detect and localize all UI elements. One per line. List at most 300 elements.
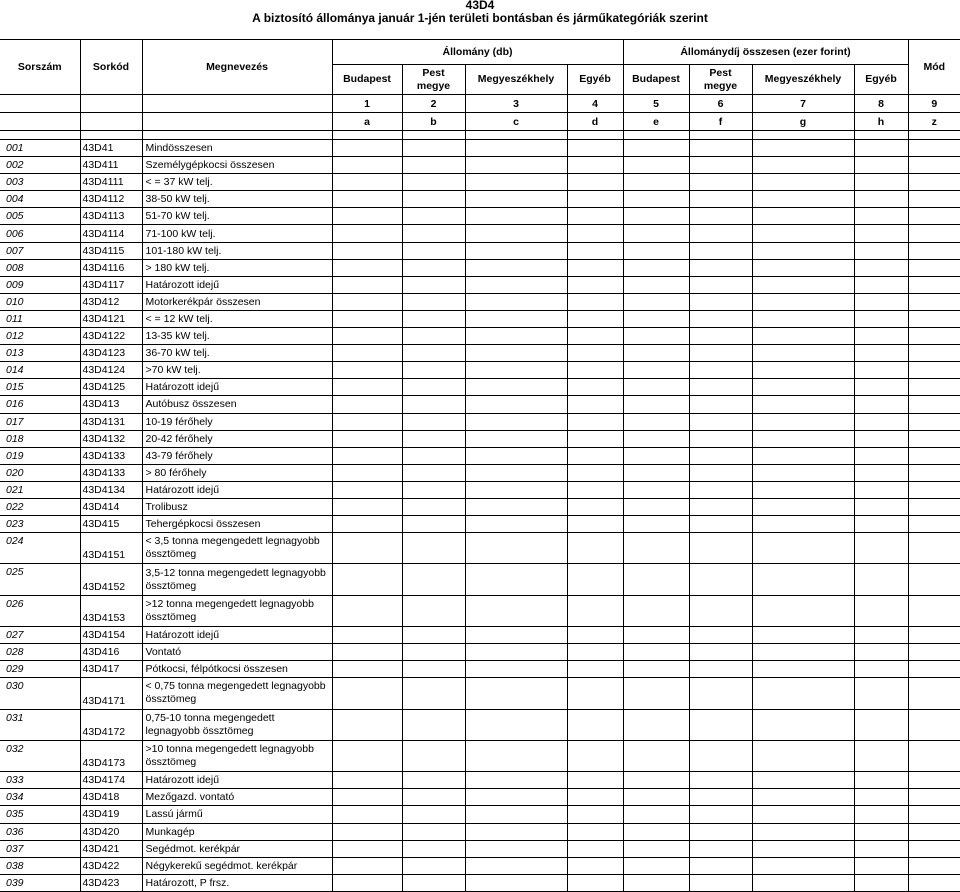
row-value-cell bbox=[854, 293, 908, 310]
row-value-cell bbox=[689, 789, 752, 806]
row-value-cell bbox=[908, 310, 960, 327]
row-value-cell bbox=[402, 481, 465, 498]
row-value-cell bbox=[689, 661, 752, 678]
row-value-cell bbox=[567, 293, 623, 310]
row-value-cell bbox=[623, 823, 689, 840]
row-value-cell bbox=[854, 498, 908, 515]
row-value-cell bbox=[402, 293, 465, 310]
row-value-cell bbox=[465, 709, 567, 740]
row-value-cell bbox=[908, 328, 960, 345]
col-letter: g bbox=[752, 113, 854, 131]
row-value-cell bbox=[752, 328, 854, 345]
row-value-cell bbox=[689, 481, 752, 498]
row-value-cell bbox=[908, 447, 960, 464]
row-value-cell bbox=[567, 806, 623, 823]
row-value-cell bbox=[689, 430, 752, 447]
col-number: 9 bbox=[908, 95, 960, 113]
row-value-cell bbox=[332, 413, 402, 430]
row-value-cell bbox=[854, 823, 908, 840]
row-value-cell bbox=[854, 857, 908, 874]
row-megnevezes: Segédmot. kerékpár bbox=[142, 840, 332, 857]
row-sorszam: 014 bbox=[0, 362, 80, 379]
table-row bbox=[0, 396, 960, 413]
row-value-cell bbox=[689, 174, 752, 191]
row-value-cell bbox=[689, 242, 752, 259]
row-sorszam: 004 bbox=[0, 191, 80, 208]
row-value-cell bbox=[567, 225, 623, 242]
row-value-cell bbox=[908, 191, 960, 208]
table-row bbox=[0, 709, 960, 740]
row-value-cell bbox=[465, 498, 567, 515]
row-value-cell bbox=[332, 874, 402, 891]
row-value-cell bbox=[332, 464, 402, 481]
row-sorkod: 43D4173 bbox=[80, 740, 142, 771]
row-value-cell bbox=[689, 413, 752, 430]
row-value-cell bbox=[908, 464, 960, 481]
row-value-cell bbox=[402, 413, 465, 430]
table-row bbox=[0, 857, 960, 874]
row-sorkod: 43D4114 bbox=[80, 225, 142, 242]
row-sorkod: 43D4131 bbox=[80, 413, 142, 430]
row-value-cell bbox=[332, 772, 402, 789]
row-megnevezes: < = 12 kW telj. bbox=[142, 310, 332, 327]
row-value-cell bbox=[402, 789, 465, 806]
row-sorszam: 007 bbox=[0, 242, 80, 259]
row-value-cell bbox=[567, 595, 623, 626]
row-megnevezes: Pótkocsi, félpótkocsi összesen bbox=[142, 661, 332, 678]
table-row bbox=[0, 564, 960, 595]
table-row bbox=[0, 678, 960, 709]
row-sorkod: 43D4122 bbox=[80, 328, 142, 345]
row-value-cell bbox=[908, 823, 960, 840]
row-value-cell bbox=[332, 242, 402, 259]
row-value-cell bbox=[623, 740, 689, 771]
row-value-cell bbox=[689, 874, 752, 891]
table-row bbox=[0, 516, 960, 533]
row-megnevezes: Határozott, P frsz. bbox=[142, 874, 332, 891]
row-value-cell bbox=[465, 276, 567, 293]
row-value-cell bbox=[465, 740, 567, 771]
row-value-cell bbox=[689, 644, 752, 661]
row-value-cell bbox=[332, 447, 402, 464]
row-sorkod: 43D422 bbox=[80, 857, 142, 874]
row-sorszam: 005 bbox=[0, 208, 80, 225]
row-megnevezes: Határozott idejű bbox=[142, 481, 332, 498]
table-row bbox=[0, 595, 960, 626]
row-megnevezes: 20-42 férőhely bbox=[142, 430, 332, 447]
row-value-cell bbox=[567, 789, 623, 806]
row-value-cell bbox=[332, 823, 402, 840]
table-row bbox=[0, 740, 960, 771]
row-sorszam: 008 bbox=[0, 259, 80, 276]
row-value-cell bbox=[402, 396, 465, 413]
row-value-cell bbox=[402, 564, 465, 595]
row-value-cell bbox=[465, 396, 567, 413]
col-header-megyeszekhely-db: Megyeszékhely bbox=[465, 65, 567, 95]
row-value-cell bbox=[752, 259, 854, 276]
row-value-cell bbox=[332, 627, 402, 644]
row-value-cell bbox=[567, 208, 623, 225]
row-value-cell bbox=[332, 174, 402, 191]
row-value-cell bbox=[689, 379, 752, 396]
row-value-cell bbox=[689, 396, 752, 413]
row-value-cell bbox=[752, 225, 854, 242]
row-value-cell bbox=[465, 430, 567, 447]
row-value-cell bbox=[854, 709, 908, 740]
row-megnevezes: Személygépkocsi összesen bbox=[142, 157, 332, 174]
row-value-cell bbox=[689, 447, 752, 464]
row-value-cell bbox=[465, 789, 567, 806]
row-value-cell bbox=[908, 627, 960, 644]
row-value-cell bbox=[908, 789, 960, 806]
table-row bbox=[0, 533, 960, 564]
table-row bbox=[0, 823, 960, 840]
row-value-cell bbox=[465, 644, 567, 661]
row-value-cell bbox=[623, 533, 689, 564]
row-value-cell bbox=[332, 709, 402, 740]
row-value-cell bbox=[752, 157, 854, 174]
table-row bbox=[0, 661, 960, 678]
row-sorszam: 013 bbox=[0, 345, 80, 362]
row-value-cell bbox=[752, 413, 854, 430]
row-value-cell bbox=[908, 396, 960, 413]
row-value-cell bbox=[908, 840, 960, 857]
col-number: 2 bbox=[402, 95, 465, 113]
row-value-cell bbox=[623, 362, 689, 379]
table-row bbox=[0, 225, 960, 242]
table-row bbox=[0, 293, 960, 310]
row-value-cell bbox=[567, 259, 623, 276]
row-value-cell bbox=[689, 516, 752, 533]
row-value-cell bbox=[465, 208, 567, 225]
row-value-cell bbox=[908, 430, 960, 447]
row-value-cell bbox=[623, 595, 689, 626]
row-value-cell bbox=[854, 447, 908, 464]
row-value-cell bbox=[908, 293, 960, 310]
row-value-cell bbox=[689, 740, 752, 771]
row-value-cell bbox=[332, 789, 402, 806]
row-sorszam: 017 bbox=[0, 413, 80, 430]
row-value-cell bbox=[854, 481, 908, 498]
row-value-cell bbox=[854, 740, 908, 771]
row-value-cell bbox=[689, 709, 752, 740]
row-value-cell bbox=[908, 208, 960, 225]
row-value-cell bbox=[689, 362, 752, 379]
row-megnevezes: Motorkerékpár összesen bbox=[142, 293, 332, 310]
row-value-cell bbox=[623, 464, 689, 481]
row-value-cell bbox=[332, 191, 402, 208]
row-value-cell bbox=[854, 430, 908, 447]
row-value-cell bbox=[465, 345, 567, 362]
col-letter: d bbox=[567, 113, 623, 131]
row-value-cell bbox=[623, 396, 689, 413]
row-value-cell bbox=[908, 740, 960, 771]
row-value-cell bbox=[465, 857, 567, 874]
row-value-cell bbox=[623, 874, 689, 891]
row-value-cell bbox=[402, 447, 465, 464]
table-row bbox=[0, 772, 960, 789]
col-number: 8 bbox=[854, 95, 908, 113]
row-value-cell bbox=[752, 174, 854, 191]
row-value-cell bbox=[402, 362, 465, 379]
row-value-cell bbox=[567, 379, 623, 396]
row-value-cell bbox=[465, 242, 567, 259]
row-value-cell bbox=[332, 840, 402, 857]
row-value-cell bbox=[332, 516, 402, 533]
row-value-cell bbox=[567, 533, 623, 564]
row-value-cell bbox=[465, 564, 567, 595]
row-value-cell bbox=[908, 661, 960, 678]
row-value-cell bbox=[402, 840, 465, 857]
row-value-cell bbox=[908, 678, 960, 709]
row-value-cell bbox=[402, 191, 465, 208]
row-value-cell bbox=[854, 564, 908, 595]
row-value-cell bbox=[752, 293, 854, 310]
row-value-cell bbox=[567, 174, 623, 191]
row-value-cell bbox=[689, 310, 752, 327]
row-value-cell bbox=[567, 857, 623, 874]
row-value-cell bbox=[623, 840, 689, 857]
row-value-cell bbox=[567, 498, 623, 515]
row-value-cell bbox=[623, 709, 689, 740]
row-value-cell bbox=[465, 627, 567, 644]
row-value-cell bbox=[623, 447, 689, 464]
row-sorkod: 43D416 bbox=[80, 644, 142, 661]
row-sorszam: 010 bbox=[0, 293, 80, 310]
column-letter-row bbox=[0, 113, 960, 131]
row-value-cell bbox=[332, 498, 402, 515]
row-value-cell bbox=[567, 396, 623, 413]
row-value-cell bbox=[752, 595, 854, 626]
row-value-cell bbox=[854, 789, 908, 806]
report-code: 43D4 bbox=[465, 0, 495, 12]
row-value-cell bbox=[689, 464, 752, 481]
row-value-cell bbox=[752, 464, 854, 481]
row-value-cell bbox=[402, 806, 465, 823]
row-sorkod: 43D419 bbox=[80, 806, 142, 823]
row-value-cell bbox=[623, 678, 689, 709]
row-value-cell bbox=[752, 362, 854, 379]
row-value-cell bbox=[623, 806, 689, 823]
row-value-cell bbox=[465, 823, 567, 840]
row-value-cell bbox=[752, 564, 854, 595]
row-value-cell bbox=[567, 874, 623, 891]
row-value-cell bbox=[623, 413, 689, 430]
row-megnevezes: 3,5-12 tonna megengedett legnagyobb össztömeg bbox=[142, 564, 332, 595]
row-sorszam: 027 bbox=[0, 627, 80, 644]
row-value-cell bbox=[854, 328, 908, 345]
row-value-cell bbox=[567, 481, 623, 498]
row-value-cell bbox=[854, 157, 908, 174]
row-value-cell bbox=[752, 498, 854, 515]
row-value-cell bbox=[465, 259, 567, 276]
row-value-cell bbox=[465, 191, 567, 208]
row-sorszam: 020 bbox=[0, 464, 80, 481]
row-value-cell bbox=[465, 806, 567, 823]
col-letter: z bbox=[908, 113, 960, 131]
row-sorszam: 031 bbox=[0, 709, 80, 740]
row-value-cell bbox=[465, 840, 567, 857]
row-value-cell bbox=[623, 430, 689, 447]
row-value-cell bbox=[567, 413, 623, 430]
row-value-cell bbox=[402, 823, 465, 840]
row-value-cell bbox=[689, 564, 752, 595]
row-value-cell bbox=[752, 823, 854, 840]
row-sorkod: 43D413 bbox=[80, 396, 142, 413]
row-value-cell bbox=[623, 379, 689, 396]
table-row bbox=[0, 627, 960, 644]
row-value-cell bbox=[854, 413, 908, 430]
row-sorkod: 43D4117 bbox=[80, 276, 142, 293]
table-row bbox=[0, 345, 960, 362]
row-megnevezes: < 3,5 tonna megengedett legnagyobb össztömeg bbox=[142, 533, 332, 564]
row-value-cell bbox=[567, 447, 623, 464]
row-value-cell bbox=[752, 447, 854, 464]
col-letter: c bbox=[465, 113, 567, 131]
row-value-cell bbox=[689, 328, 752, 345]
row-value-cell bbox=[567, 430, 623, 447]
table-row bbox=[0, 430, 960, 447]
row-value-cell bbox=[908, 259, 960, 276]
row-sorszam: 032 bbox=[0, 740, 80, 771]
row-value-cell bbox=[623, 644, 689, 661]
row-value-cell bbox=[908, 345, 960, 362]
row-value-cell bbox=[465, 874, 567, 891]
table-row bbox=[0, 498, 960, 515]
row-value-cell bbox=[908, 379, 960, 396]
row-value-cell bbox=[465, 481, 567, 498]
row-sorkod: 43D4154 bbox=[80, 627, 142, 644]
row-sorszam: 036 bbox=[0, 823, 80, 840]
row-value-cell bbox=[402, 874, 465, 891]
row-value-cell bbox=[402, 498, 465, 515]
row-value-cell bbox=[465, 678, 567, 709]
row-value-cell bbox=[332, 276, 402, 293]
row-value-cell bbox=[402, 140, 465, 157]
row-value-cell bbox=[465, 595, 567, 626]
row-value-cell bbox=[689, 823, 752, 840]
row-value-cell bbox=[402, 225, 465, 242]
row-value-cell bbox=[623, 627, 689, 644]
row-value-cell bbox=[854, 242, 908, 259]
row-sorszam: 009 bbox=[0, 276, 80, 293]
row-value-cell bbox=[752, 874, 854, 891]
row-sorszam: 019 bbox=[0, 447, 80, 464]
row-value-cell bbox=[465, 464, 567, 481]
row-value-cell bbox=[854, 345, 908, 362]
row-value-cell bbox=[623, 208, 689, 225]
row-value-cell bbox=[623, 481, 689, 498]
row-megnevezes: 101-180 kW telj. bbox=[142, 242, 332, 259]
row-value-cell bbox=[752, 310, 854, 327]
row-value-cell bbox=[908, 174, 960, 191]
row-value-cell bbox=[332, 678, 402, 709]
row-value-cell bbox=[465, 328, 567, 345]
row-megnevezes: > 180 kW telj. bbox=[142, 259, 332, 276]
row-value-cell bbox=[567, 678, 623, 709]
row-value-cell bbox=[623, 191, 689, 208]
row-value-cell bbox=[332, 430, 402, 447]
row-sorszam: 026 bbox=[0, 595, 80, 626]
col-letter: e bbox=[623, 113, 689, 131]
row-sorkod: 43D4174 bbox=[80, 772, 142, 789]
col-number: 1 bbox=[332, 95, 402, 113]
row-value-cell bbox=[689, 533, 752, 564]
row-value-cell bbox=[752, 191, 854, 208]
table-row bbox=[0, 379, 960, 396]
row-value-cell bbox=[465, 293, 567, 310]
row-value-cell bbox=[332, 644, 402, 661]
row-value-cell bbox=[752, 516, 854, 533]
row-value-cell bbox=[623, 857, 689, 874]
row-value-cell bbox=[752, 740, 854, 771]
row-value-cell bbox=[332, 481, 402, 498]
row-value-cell bbox=[623, 564, 689, 595]
row-sorkod: 43D423 bbox=[80, 874, 142, 891]
row-value-cell bbox=[854, 191, 908, 208]
row-value-cell bbox=[623, 310, 689, 327]
row-megnevezes: Mezőgazd. vontató bbox=[142, 789, 332, 806]
row-megnevezes: Határozott idejű bbox=[142, 627, 332, 644]
row-sorszam: 033 bbox=[0, 772, 80, 789]
report-title: A biztosító állománya január 1-jén területi bontásban és járműkategóriák szerint bbox=[252, 11, 708, 25]
row-megnevezes: >70 kW telj. bbox=[142, 362, 332, 379]
row-value-cell bbox=[332, 208, 402, 225]
row-value-cell bbox=[402, 772, 465, 789]
row-sorkod: 43D4121 bbox=[80, 310, 142, 327]
row-value-cell bbox=[752, 857, 854, 874]
row-value-cell bbox=[567, 140, 623, 157]
col-number: 7 bbox=[752, 95, 854, 113]
row-value-cell bbox=[689, 293, 752, 310]
row-value-cell bbox=[752, 276, 854, 293]
row-sorkod: 43D4124 bbox=[80, 362, 142, 379]
row-value-cell bbox=[465, 310, 567, 327]
row-value-cell bbox=[465, 447, 567, 464]
row-value-cell bbox=[689, 595, 752, 626]
row-value-cell bbox=[908, 157, 960, 174]
row-value-cell bbox=[332, 661, 402, 678]
col-header-sorkod: Sorkód bbox=[80, 40, 142, 95]
row-value-cell bbox=[567, 772, 623, 789]
row-sorkod: 43D4111 bbox=[80, 174, 142, 191]
row-value-cell bbox=[752, 709, 854, 740]
row-sorkod: 43D41 bbox=[80, 140, 142, 157]
row-value-cell bbox=[908, 516, 960, 533]
row-value-cell bbox=[752, 661, 854, 678]
row-value-cell bbox=[908, 595, 960, 626]
row-value-cell bbox=[402, 516, 465, 533]
row-value-cell bbox=[908, 140, 960, 157]
row-value-cell bbox=[567, 276, 623, 293]
row-value-cell bbox=[854, 225, 908, 242]
row-value-cell bbox=[854, 772, 908, 789]
row-value-cell bbox=[854, 310, 908, 327]
row-value-cell bbox=[908, 533, 960, 564]
row-value-cell bbox=[402, 857, 465, 874]
row-megnevezes: Vontató bbox=[142, 644, 332, 661]
row-megnevezes: Négykerekű segédmot. kerékpár bbox=[142, 857, 332, 874]
row-value-cell bbox=[752, 644, 854, 661]
row-value-cell bbox=[465, 140, 567, 157]
row-value-cell bbox=[567, 191, 623, 208]
row-value-cell bbox=[567, 310, 623, 327]
row-sorkod: 43D417 bbox=[80, 661, 142, 678]
row-value-cell bbox=[752, 345, 854, 362]
row-sorkod: 43D4133 bbox=[80, 464, 142, 481]
row-value-cell bbox=[854, 362, 908, 379]
row-value-cell bbox=[908, 498, 960, 515]
